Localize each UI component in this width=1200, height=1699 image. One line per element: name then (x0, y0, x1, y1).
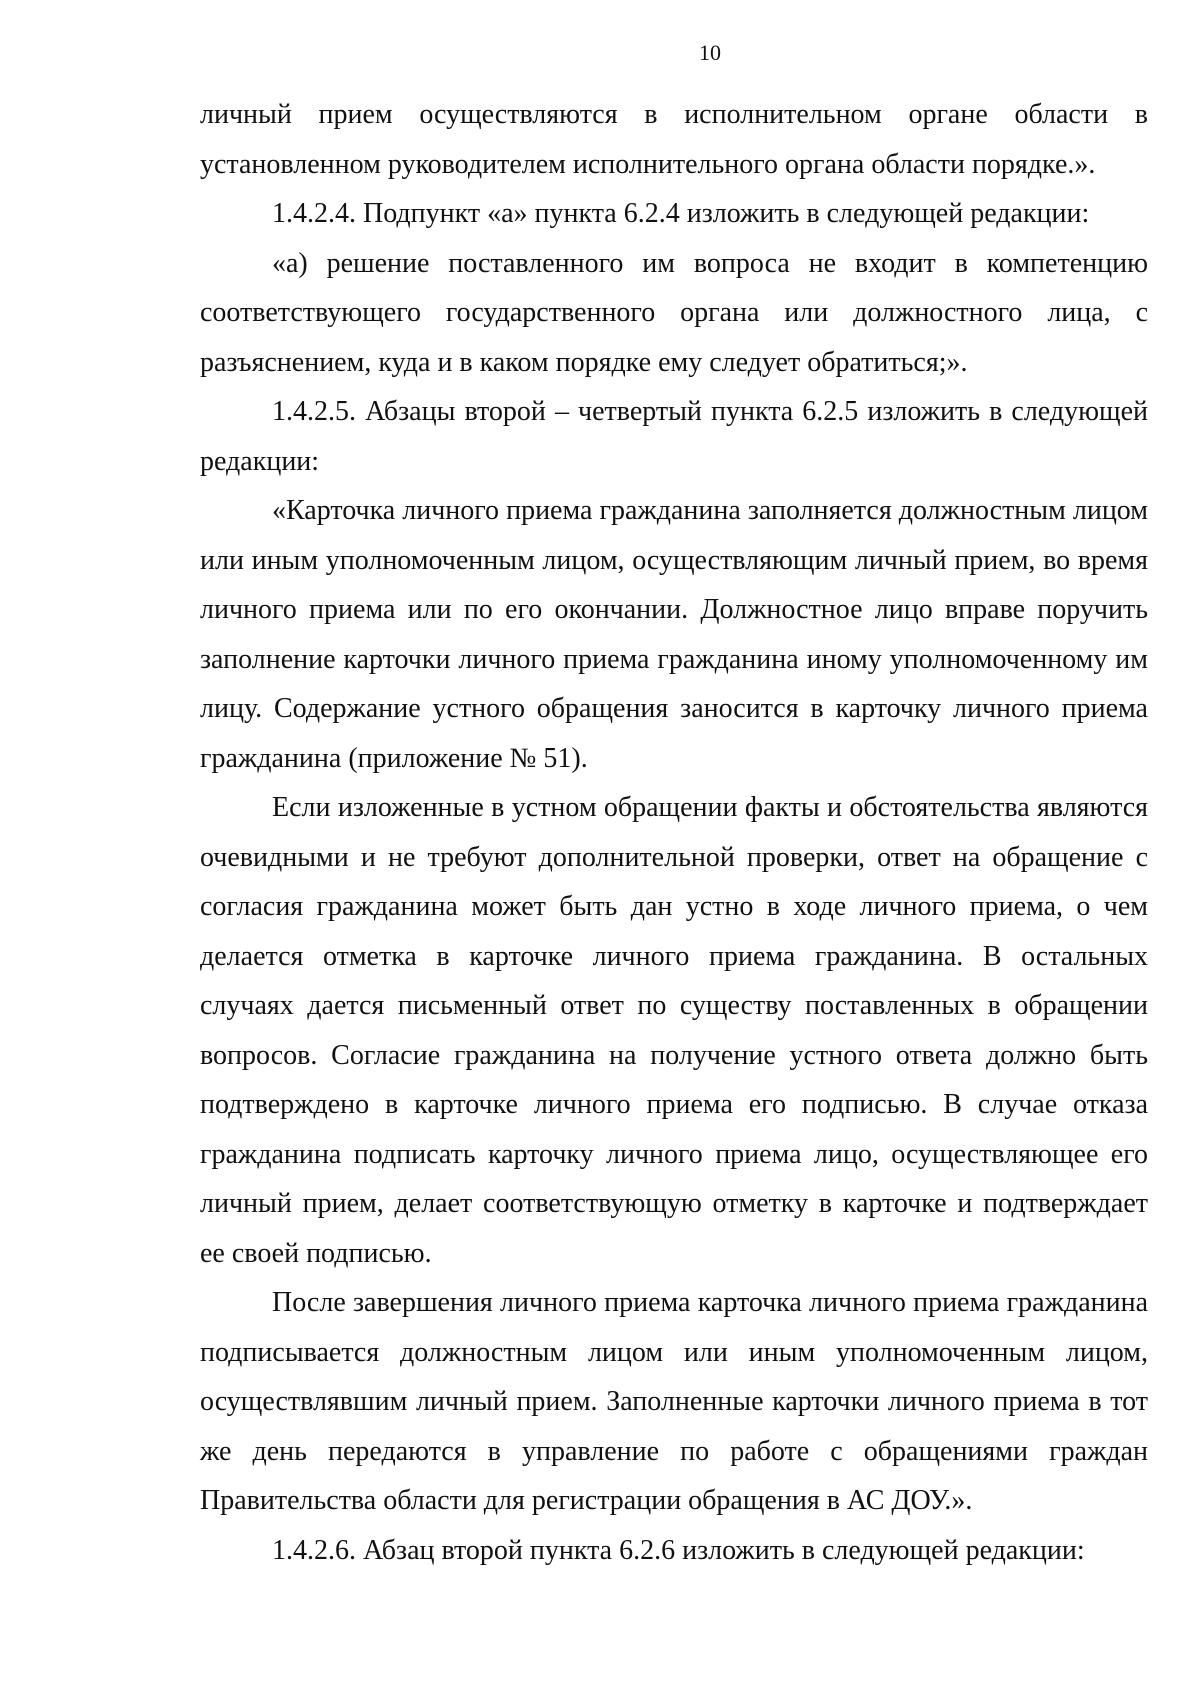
paragraph: Если изложенные в устном обращении факты и обстоятельства являются очевидными и не требуют дополнительной проверки, ответ на обращение с согласия гражданина может быть дан устно в ходе личного приема, о чем делается отметка в карточке личного приема гражданина. В остальных случаях дается письменный ответ по существу поставленных в обращении вопросов. Согласие гражданина на получение устного ответа должно быть подтверждено в карточке личного приема его подписью. В случае отказа гражданина подписать карточку личного приема лицо, осуществляющее его личный прием, делает соответствующую отметку в карточке и подтверждает ее своей подписью. (200, 792, 1148, 1269)
paragraph: 1.4.2.5. Абзацы второй – четвертый пункта 6.2.5 изложить в следующей редакции: (200, 396, 1148, 477)
paragraph: «а) решение поставленного им вопроса не входит в компетенцию соответствующего государственного органа или должностного лица, с разъяснением, куда и в каком порядке ему следует обратиться;». (200, 247, 1148, 378)
paragraph: После завершения личного приема карточка личного приема гражданина подписывается должностным лицом или иным уполномоченным лицом, осуществлявшим личный прием. Заполненные карточки личного приема в тот же день передаются в управление по работе с обращениями граждан Правительства области для регистрации обращения в АС ДОУ.». (200, 1287, 1148, 1516)
page-number: 10 (699, 40, 721, 65)
document-body (200, 90, 1148, 1575)
paragraph: личный прием осуществляются в исполнительном органе области в установленном руководителем исполнительного органа области порядке.». (200, 99, 1148, 180)
paragraph: 1.4.2.6. Абзац второй пункта 6.2.6 изложить в следующей редакции: (272, 1534, 1085, 1566)
paragraph: «Карточка личного приема гражданина заполняется должностным лицом или иным уполномоченным лицом, осуществляющим личный прием, во время личного приема или по его окончании. Должностное лицо вправе поручить заполнение карточки личного приема гражданина иному уполномоченному им лицу. Содержание устного обращения заносится в карточку личного приема гражданина (приложение № 51). (200, 495, 1148, 774)
paragraph: 1.4.2.4. Подпункт «а» пункта 6.2.4 изложить в следующей редакции: (272, 198, 1090, 229)
